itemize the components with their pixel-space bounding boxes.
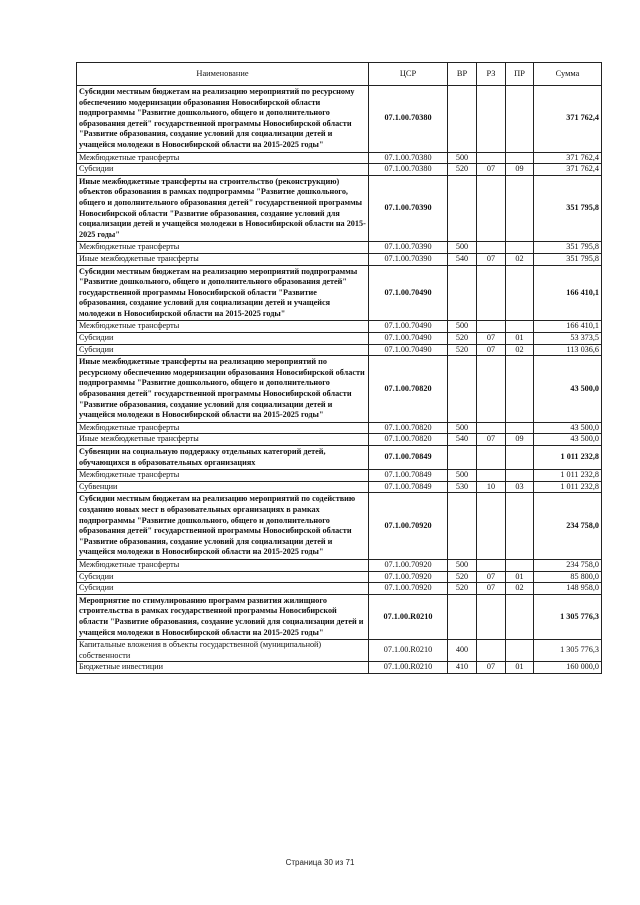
table-row bbox=[77, 571, 602, 583]
cell-name: Иные межбюджетные трансферты на строительство (реконструкцию) объектов образования в рамках подпрограммы "Развитие дошкольного, общего и дополнительного образования детей" государственной программы Новосибирской области "Развитие образования, создание условий для социализации детей и учащейся молодежи в Новосибирской области на 2015-2025 годы" bbox=[77, 175, 369, 242]
cell-vr bbox=[448, 175, 477, 242]
table-row-section bbox=[77, 175, 602, 242]
cell-name: Межбюджетные трансферты bbox=[77, 470, 369, 482]
cell-csr: 07.1.00.R0210 bbox=[369, 594, 448, 639]
table-row bbox=[77, 344, 602, 356]
cell-vr: 500 bbox=[448, 152, 477, 164]
cell-rz bbox=[477, 470, 506, 482]
cell-rz bbox=[477, 86, 506, 153]
cell-name: Межбюджетные трансферты bbox=[77, 321, 369, 333]
cell-rz bbox=[477, 152, 506, 164]
cell-sum: 166 410,1 bbox=[534, 321, 602, 333]
table-row bbox=[77, 583, 602, 595]
cell-name: Субвенции на социальную поддержку отдельных категорий детей, обучающихся в образовательных организациях bbox=[77, 446, 369, 470]
cell-vr: 500 bbox=[448, 559, 477, 571]
cell-sum: 113 036,6 bbox=[534, 344, 602, 356]
cell-pr: 02 bbox=[506, 583, 534, 595]
cell-name: Субсидии bbox=[77, 344, 369, 356]
cell-name: Межбюджетные трансферты bbox=[77, 422, 369, 434]
table-row-section bbox=[77, 265, 602, 321]
cell-sum: 371 762,4 bbox=[534, 164, 602, 176]
cell-pr: 09 bbox=[506, 164, 534, 176]
cell-name: Иные межбюджетные трансферты на реализацию мероприятий по ресурсному обеспечению модернизации образования Новосибирской области подпрограммы "Развитие дошкольного, общего и дополнительного образования детей" государственной программы Новосибирской области "Развитие образования, создание условий для социализации детей и учащейся молодежи в Новосибирской области на 2015-2025 годы" bbox=[77, 356, 369, 423]
cell-csr: 07.1.00.70820 bbox=[369, 422, 448, 434]
cell-csr: 07.1.00.70490 bbox=[369, 321, 448, 333]
cell-vr bbox=[448, 265, 477, 321]
cell-csr: 07.1.00.70820 bbox=[369, 434, 448, 446]
cell-vr: 410 bbox=[448, 662, 477, 674]
cell-rz bbox=[477, 265, 506, 321]
cell-vr: 500 bbox=[448, 422, 477, 434]
cell-name: Межбюджетные трансферты bbox=[77, 559, 369, 571]
cell-pr: 09 bbox=[506, 434, 534, 446]
cell-pr bbox=[506, 493, 534, 560]
cell-pr bbox=[506, 470, 534, 482]
cell-vr: 520 bbox=[448, 571, 477, 583]
cell-rz: 07 bbox=[477, 333, 506, 345]
cell-vr bbox=[448, 594, 477, 639]
cell-csr: 07.1.00.R0210 bbox=[369, 662, 448, 674]
cell-pr: 02 bbox=[506, 344, 534, 356]
header-sum: Сумма bbox=[534, 63, 602, 86]
cell-vr bbox=[448, 356, 477, 423]
table-row bbox=[77, 422, 602, 434]
cell-sum: 371 762,4 bbox=[534, 86, 602, 153]
cell-name: Субсидии bbox=[77, 333, 369, 345]
cell-sum: 43 500,0 bbox=[534, 422, 602, 434]
cell-vr bbox=[448, 493, 477, 560]
cell-vr: 520 bbox=[448, 164, 477, 176]
cell-sum: 53 373,5 bbox=[534, 333, 602, 345]
cell-pr bbox=[506, 356, 534, 423]
cell-pr bbox=[506, 152, 534, 164]
cell-rz: 07 bbox=[477, 434, 506, 446]
table-header-row bbox=[77, 63, 602, 86]
cell-csr: 07.1.00.70380 bbox=[369, 152, 448, 164]
cell-sum: 234 758,0 bbox=[534, 559, 602, 571]
cell-csr: 07.1.00.70849 bbox=[369, 446, 448, 470]
cell-name: Мероприятие по стимулированию программ развития жилищного строительства в рамках государственной программы Новосибирской области "Развитие образования, создание условий для социализации детей и учащейся молодежи в Новосибирской области на 2015-2025 годы" bbox=[77, 594, 369, 639]
cell-rz bbox=[477, 356, 506, 423]
cell-csr: 07.1.00.70490 bbox=[369, 265, 448, 321]
cell-vr: 540 bbox=[448, 253, 477, 265]
cell-pr: 01 bbox=[506, 333, 534, 345]
cell-rz: 07 bbox=[477, 662, 506, 674]
cell-rz bbox=[477, 594, 506, 639]
cell-pr bbox=[506, 594, 534, 639]
cell-name: Субсидии местным бюджетам на реализацию мероприятий по ресурсному обеспечению модернизации образования Новосибирской области подпрограммы "Развитие дошкольного, общего и дополнительного образования детей" государственной программы Новосибирской области "Развитие образования, создание условий для социализации детей и учащейся молодежи в Новосибирской области на 2015-2025 годы" bbox=[77, 86, 369, 153]
cell-csr: 07.1.00.70849 bbox=[369, 470, 448, 482]
table-row-section bbox=[77, 446, 602, 470]
cell-name: Бюджетные инвестиции bbox=[77, 662, 369, 674]
cell-sum: 160 000,0 bbox=[534, 662, 602, 674]
cell-name: Капитальные вложения в объекты государственной (муниципальной) собственности bbox=[77, 640, 369, 662]
cell-pr bbox=[506, 640, 534, 662]
cell-rz bbox=[477, 175, 506, 242]
cell-pr: 01 bbox=[506, 662, 534, 674]
cell-csr: 07.1.00.70380 bbox=[369, 164, 448, 176]
cell-pr bbox=[506, 86, 534, 153]
cell-pr bbox=[506, 242, 534, 254]
header-rz: РЗ bbox=[477, 63, 506, 86]
cell-name: Субвенции bbox=[77, 481, 369, 493]
table-row-section bbox=[77, 594, 602, 639]
budget-table bbox=[76, 62, 602, 674]
cell-csr: 07.1.00.70390 bbox=[369, 175, 448, 242]
table-row bbox=[77, 640, 602, 662]
table-row bbox=[77, 481, 602, 493]
cell-name: Иные межбюджетные трансферты bbox=[77, 253, 369, 265]
cell-pr bbox=[506, 321, 534, 333]
header-name: Наименование bbox=[77, 63, 369, 86]
cell-name: Субсидии местным бюджетам на реализацию мероприятий по содействию созданию новых мест в образовательных организациях в рамках подпрограммы "Развитие дошкольного, общего и дополнительного образования детей" государственной программы Новосибирской области "Развитие образования, создание условий для социализации детей и учащейся молодежи в Новосибирской области на 2015-2025 годы" bbox=[77, 493, 369, 560]
cell-sum: 351 795,8 bbox=[534, 175, 602, 242]
cell-sum: 351 795,8 bbox=[534, 242, 602, 254]
cell-pr: 01 bbox=[506, 571, 534, 583]
cell-sum: 1 305 776,3 bbox=[534, 640, 602, 662]
cell-pr bbox=[506, 175, 534, 242]
table-row bbox=[77, 559, 602, 571]
cell-sum: 371 762,4 bbox=[534, 152, 602, 164]
cell-sum: 43 500,0 bbox=[534, 356, 602, 423]
cell-pr bbox=[506, 446, 534, 470]
cell-pr bbox=[506, 265, 534, 321]
cell-rz bbox=[477, 422, 506, 434]
cell-csr: 07.1.00.70490 bbox=[369, 344, 448, 356]
table-row bbox=[77, 152, 602, 164]
cell-csr: 07.1.00.70920 bbox=[369, 571, 448, 583]
cell-name: Субсидии bbox=[77, 164, 369, 176]
table-row-section bbox=[77, 86, 602, 153]
cell-csr: 07.1.00.70390 bbox=[369, 242, 448, 254]
cell-vr: 500 bbox=[448, 321, 477, 333]
cell-csr: 07.1.00.70490 bbox=[369, 333, 448, 345]
cell-rz: 07 bbox=[477, 571, 506, 583]
cell-pr bbox=[506, 422, 534, 434]
cell-rz: 07 bbox=[477, 164, 506, 176]
cell-rz: 07 bbox=[477, 253, 506, 265]
cell-csr: 07.1.00.R0210 bbox=[369, 640, 448, 662]
cell-csr: 07.1.00.70849 bbox=[369, 481, 448, 493]
cell-rz bbox=[477, 640, 506, 662]
table-row-section bbox=[77, 356, 602, 423]
cell-sum: 234 758,0 bbox=[534, 493, 602, 560]
cell-rz: 10 bbox=[477, 481, 506, 493]
cell-csr: 07.1.00.70920 bbox=[369, 559, 448, 571]
cell-rz bbox=[477, 242, 506, 254]
cell-vr: 520 bbox=[448, 333, 477, 345]
cell-sum: 1 011 232,8 bbox=[534, 446, 602, 470]
cell-csr: 07.1.00.70920 bbox=[369, 583, 448, 595]
cell-name: Субсидии bbox=[77, 583, 369, 595]
table-row bbox=[77, 333, 602, 345]
table-row bbox=[77, 662, 602, 674]
cell-sum: 351 795,8 bbox=[534, 253, 602, 265]
table-body bbox=[77, 86, 602, 674]
cell-csr: 07.1.00.70380 bbox=[369, 86, 448, 153]
cell-sum: 1 305 776,3 bbox=[534, 594, 602, 639]
cell-vr: 530 bbox=[448, 481, 477, 493]
cell-name: Межбюджетные трансферты bbox=[77, 152, 369, 164]
header-pr: ПР bbox=[506, 63, 534, 86]
cell-name: Субсидии местным бюджетам на реализацию мероприятий подпрограммы "Развитие дошкольного, общего и дополнительного образования детей" государственной программы Новосибирской области "Развитие образования, создание условий для социализации детей и учащейся молодежи в Новосибирской области на 2015-2025 годы" bbox=[77, 265, 369, 321]
table-row bbox=[77, 321, 602, 333]
cell-rz bbox=[477, 321, 506, 333]
cell-sum: 148 958,0 bbox=[534, 583, 602, 595]
cell-vr: 500 bbox=[448, 470, 477, 482]
cell-rz bbox=[477, 493, 506, 560]
cell-rz: 07 bbox=[477, 344, 506, 356]
cell-name: Субсидии bbox=[77, 571, 369, 583]
table-row bbox=[77, 434, 602, 446]
cell-vr: 540 bbox=[448, 434, 477, 446]
table-row bbox=[77, 470, 602, 482]
cell-csr: 07.1.00.70390 bbox=[369, 253, 448, 265]
cell-rz bbox=[477, 559, 506, 571]
cell-name: Межбюджетные трансферты bbox=[77, 242, 369, 254]
table-row-section bbox=[77, 493, 602, 560]
cell-vr bbox=[448, 86, 477, 153]
cell-sum: 43 500,0 bbox=[534, 434, 602, 446]
cell-name: Иные межбюджетные трансферты bbox=[77, 434, 369, 446]
cell-vr: 400 bbox=[448, 640, 477, 662]
cell-vr: 520 bbox=[448, 344, 477, 356]
cell-sum: 85 800,0 bbox=[534, 571, 602, 583]
cell-pr bbox=[506, 559, 534, 571]
header-csr: ЦСР bbox=[369, 63, 448, 86]
cell-pr: 03 bbox=[506, 481, 534, 493]
cell-vr: 500 bbox=[448, 242, 477, 254]
cell-rz: 07 bbox=[477, 583, 506, 595]
cell-sum: 1 011 232,8 bbox=[534, 481, 602, 493]
page-number: Страница 30 из 71 bbox=[285, 858, 355, 867]
cell-rz bbox=[477, 446, 506, 470]
cell-sum: 1 011 232,8 bbox=[534, 470, 602, 482]
cell-pr: 02 bbox=[506, 253, 534, 265]
table-row bbox=[77, 242, 602, 254]
cell-vr: 520 bbox=[448, 583, 477, 595]
cell-csr: 07.1.00.70920 bbox=[369, 493, 448, 560]
cell-vr bbox=[448, 446, 477, 470]
header-vr: ВР bbox=[448, 63, 477, 86]
cell-sum: 166 410,1 bbox=[534, 265, 602, 321]
table-row bbox=[77, 253, 602, 265]
cell-csr: 07.1.00.70820 bbox=[369, 356, 448, 423]
table-row bbox=[77, 164, 602, 176]
